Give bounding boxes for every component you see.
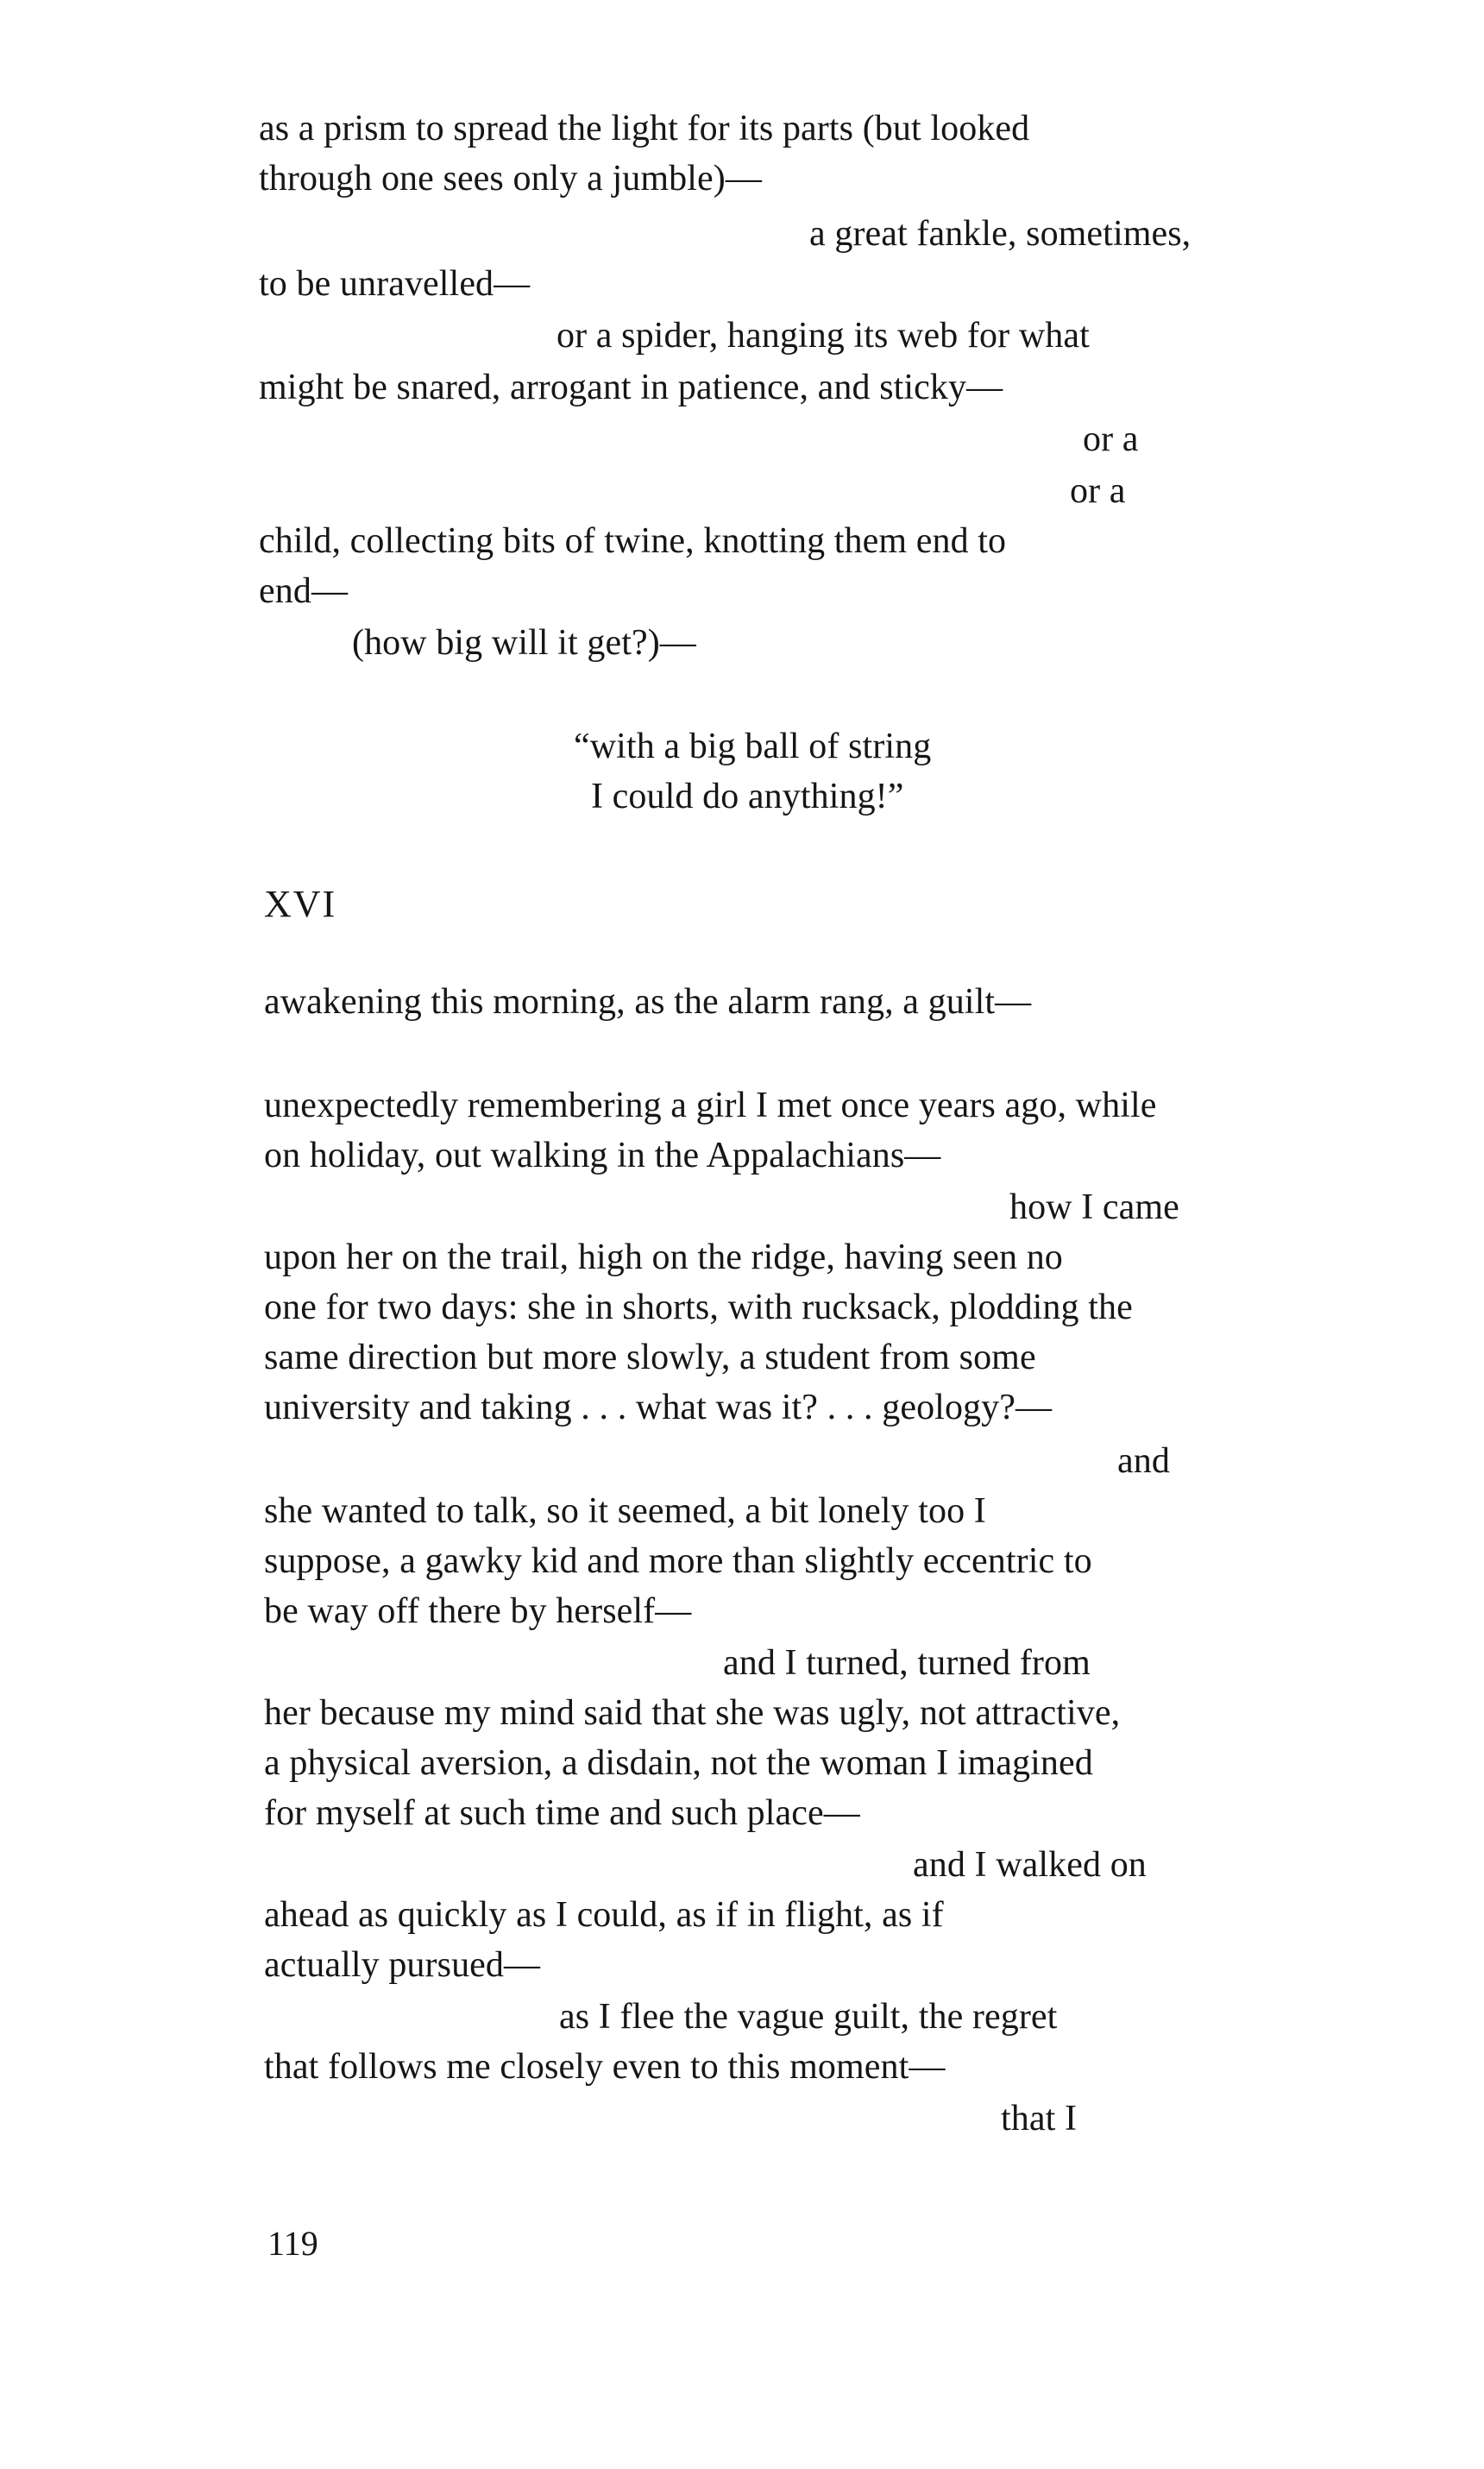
poem-line: or a [1070,471,1126,511]
poem-line: and I walked on [913,1845,1147,1885]
poem-line: her because my mind said that she was ugly, not attractive, [264,1693,1121,1733]
poem-line: child, collecting bits of twine, knotting them end to [259,521,1007,561]
poem-line: that follows me closely even to this moment— [264,2047,946,2087]
poem-line: a great fankle, sometimes, [809,214,1192,254]
poem-line: how I came [1009,1187,1179,1227]
poem-line: (how big will it get?)— [352,623,696,663]
section-heading: XVI [264,883,337,925]
poem-line: she wanted to talk, so it seemed, a bit lonely too I [264,1491,986,1531]
poem-line: through one sees only a jumble)— [259,159,762,198]
poem-line: be way off there by herself— [264,1591,692,1631]
poem-line: unexpectedly remembering a girl I met once years ago, while [264,1086,1157,1125]
poem-line: same direction but more slowly, a student from some [264,1338,1036,1377]
poem-line: to be unravelled— [259,264,531,304]
poem-line: upon her on the trail, high on the ridge, having seen no [264,1238,1063,1277]
quote-line: “with a big ball of string [574,727,932,766]
poem-line: or a spider, hanging its web for what [556,316,1090,356]
poem-line: as a prism to spread the light for its parts (but looked [259,109,1030,148]
poem-line: suppose, a gawky kid and more than slightly eccentric to [264,1541,1092,1581]
poem-line: and [1117,1441,1170,1481]
page-number: 119 [267,2224,318,2263]
poem-line: a physical aversion, a disdain, not the woman I imagined [264,1743,1093,1783]
poem-line: or a [1083,419,1139,459]
poem-line: for myself at such time and such place— [264,1793,860,1833]
poem-line: awakening this morning, as the alarm rang, a guilt— [264,982,1032,1022]
poem-line: end— [259,571,349,611]
poem-line: one for two days: she in shorts, with rucksack, plodding the [264,1288,1133,1327]
poem-line: and I turned, turned from [723,1643,1091,1683]
poem-line: university and taking . . . what was it? . . . geology?— [264,1388,1053,1427]
poem-line: as I flee the vague guilt, the regret [559,1997,1058,2037]
poem-line: might be snared, arrogant in patience, and sticky— [259,368,1003,407]
poem-line: ahead as quickly as I could, as if in flight, as if [264,1895,944,1935]
quote-line: I could do anything!” [591,777,904,816]
poem-line: that I [1001,2099,1078,2138]
poem-line: actually pursued— [264,1945,541,1985]
poem-line: on holiday, out walking in the Appalachians— [264,1136,941,1175]
